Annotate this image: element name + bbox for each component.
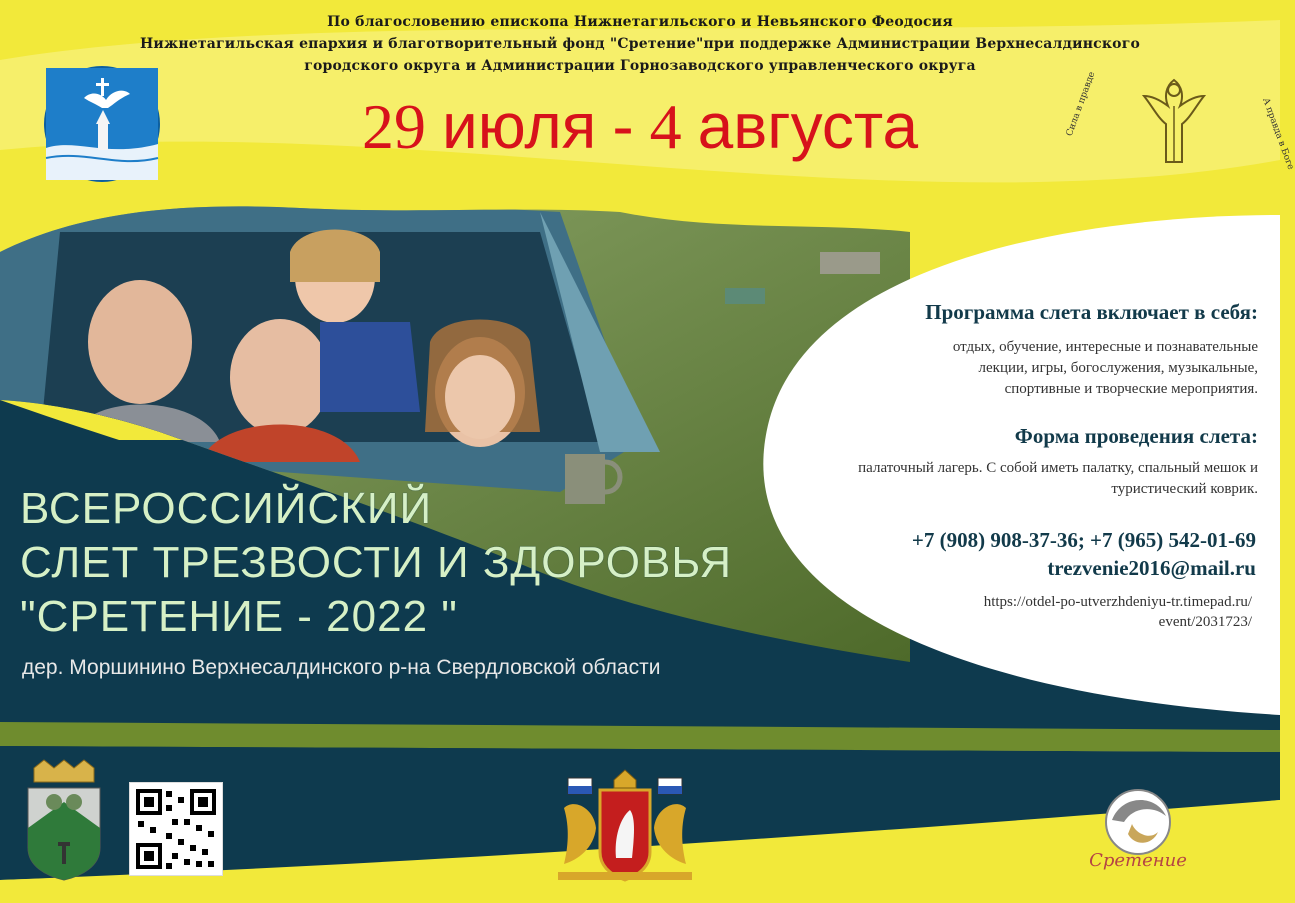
organizers-line: Нижнетагильская епархия и благотворительный фонд "Сретение"при поддержке Администрации Верхнесалдинского <box>139 36 1141 52</box>
program-heading: Программа слета включает в себя: <box>925 300 1258 324</box>
format-line-1: палаточный лагерь. С собой иметь палатку, спальный мешок и <box>858 460 1258 476</box>
program-line-3: спортивные и творческие мероприятия. <box>1004 381 1258 397</box>
start-month: июля <box>441 90 597 162</box>
end-day: 4 <box>649 91 682 162</box>
title-line-3: "СРЕТЕНИЕ - 2022 " <box>20 592 458 641</box>
sretenie-script-text: Сретение <box>1089 850 1187 871</box>
start-day: 29 <box>361 91 426 162</box>
event-url-line-2[interactable]: event/2031723/ <box>1158 614 1252 630</box>
end-month: августа <box>697 90 919 162</box>
program-line-2: лекции, игры, богослужения, музыкальные, <box>978 360 1258 376</box>
emblem-right-motto: А правда в Боге <box>1260 96 1295 172</box>
event-location: дер. Моршинино Верхнесалдинского р-на Свердловской области <box>22 656 661 679</box>
church-dove-icon <box>44 66 160 182</box>
title-line-2: СЛЕТ ТРЕЗВОСТИ И ЗДОРОВЬЯ <box>20 538 733 587</box>
contact-email[interactable]: trezvenie2016@mail.ru <box>1047 556 1256 580</box>
archangel-emblem-icon <box>1064 66 1295 178</box>
program-line-1: отдых, обучение, интересные и познавательные <box>952 339 1258 355</box>
sverdlovsk-region-coat-of-arms-icon <box>544 768 706 886</box>
contact-phones[interactable]: +7 (908) 908-37-36; +7 (965) 542-01-69 <box>911 528 1256 552</box>
title-line-1: ВСЕРОССИЙСКИЙ <box>20 484 433 533</box>
date-dash: - <box>612 90 634 162</box>
format-heading: Форма проведения слета: <box>1014 424 1258 448</box>
city-coat-of-arms-icon <box>24 758 104 880</box>
format-line-2: туристический коврик. <box>1111 481 1258 497</box>
qr-code-icon[interactable] <box>129 782 223 876</box>
organizers-line-2: городского округа и Администрации Горнозаводского управленческого округа <box>304 58 976 74</box>
emblem-left-motto: Сила в правде <box>1064 70 1098 138</box>
event-url-line-1[interactable]: https://otdel-po-utverzhdeniyu-tr.timepad.ru/ <box>983 594 1252 610</box>
sretenie-bird-logo-icon <box>1094 784 1184 888</box>
blessing-line: По благословению епископа Нижнетагильского и Невьянского Феодосия <box>327 14 953 30</box>
